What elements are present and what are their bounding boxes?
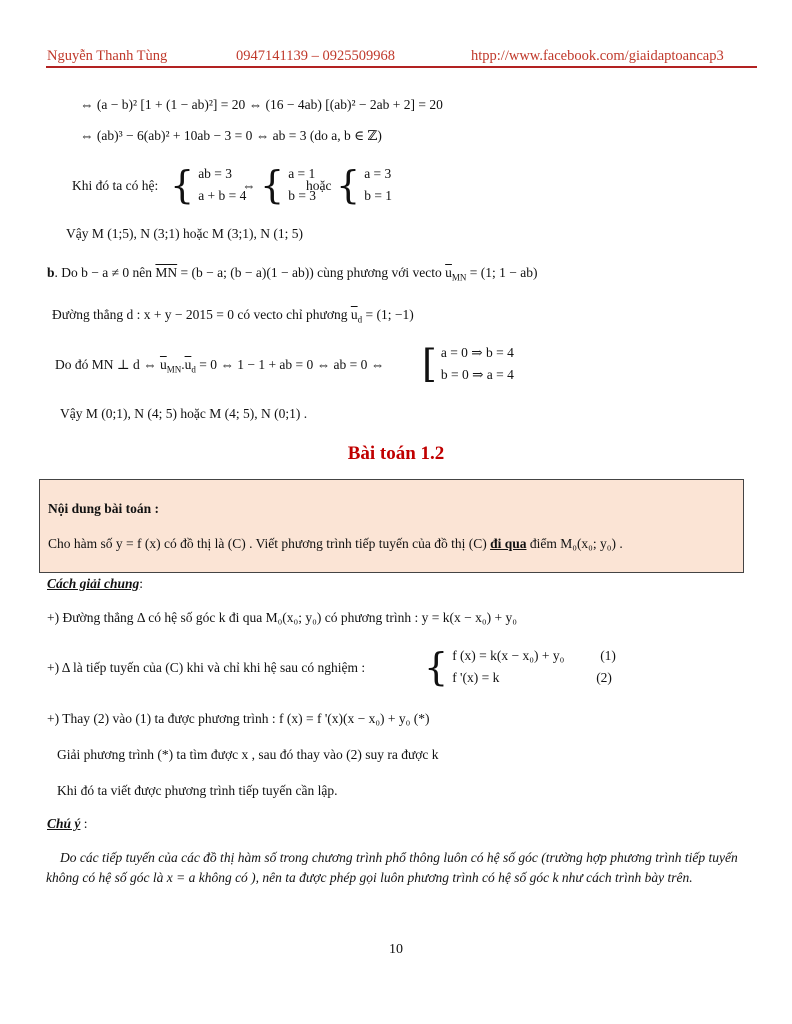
vector-mn: $\overline{MN}$ bbox=[155, 265, 178, 280]
tangent-system-row-2: f '(x) = k (2) bbox=[452, 667, 622, 689]
khi-do-label: Khi đó ta có hệ: bbox=[72, 178, 159, 193]
equation-line-1: ⇔ (a − b)² [1 + (1 − ab)²] = 20 ⇔ (16 − 4ab) [(ab)² − 2ab + 2] = 20 bbox=[80, 97, 443, 112]
note-heading-line bbox=[47, 815, 88, 833]
system-1-row-2: a + b = 4 bbox=[198, 188, 247, 203]
note-heading: Chú ý bbox=[47, 816, 81, 831]
system-3-row-2: b = 1 bbox=[364, 188, 393, 203]
tangent-system bbox=[424, 645, 622, 689]
conclusion-a: Vậy M (1;5), N (3;1) hoặc M (3;1), N (1; 5) bbox=[66, 226, 303, 241]
equiv-sign: ⇔ bbox=[242, 178, 256, 193]
problem-title: Bài toán 1.2 bbox=[347, 443, 445, 464]
di-qua-emphasis: đi qua bbox=[490, 536, 527, 551]
part-b-text-2: = (b − a; (b − a)(1 − ab)) cùng phương với vecto bbox=[177, 265, 446, 280]
solution-step-5: Khi đó ta viết được phương trình tiếp tuyến cần lập. bbox=[57, 783, 338, 798]
perp-text-1: Do đó MN ⊥ d ⇔ bbox=[55, 357, 160, 372]
vector-umn: $\overline{u}$ bbox=[159, 357, 167, 372]
problem-box-text bbox=[48, 536, 623, 552]
header-author: Nguyễn Thanh Tùng bbox=[47, 48, 168, 64]
solution-step-1: +) Đường thẳng Δ có hệ số góc k đi qua M₀(x₀; y₀) có phương trình : y = k(x − x₀) + y₀ bbox=[47, 610, 517, 625]
part-b-line bbox=[47, 264, 538, 282]
solution-step-3: +) Thay (2) vào (1) ta được phương trình : f (x) = f '(x)(x − x₀) + y₀ (*) bbox=[47, 711, 430, 726]
system-3-row-1: a = 3 bbox=[364, 166, 392, 181]
equation-number-2: (2) bbox=[596, 670, 612, 685]
vector-ud-2-subscript: d bbox=[191, 364, 196, 375]
note-heading-colon: : bbox=[80, 816, 88, 831]
header-url[interactable]: htpp://www.facebook.com/giaidaptoancap3 bbox=[471, 48, 724, 64]
vector-ud-subscript: d bbox=[357, 314, 363, 325]
line-d-text-2: = (1; −1) bbox=[362, 307, 414, 322]
hoac-label: hoặc bbox=[306, 178, 332, 193]
brace-icon: { bbox=[260, 163, 285, 207]
case-bracket bbox=[422, 342, 514, 386]
perpendicular-line bbox=[55, 356, 384, 374]
equation-number-1: (1) bbox=[600, 648, 616, 663]
solution-heading: Cách giải chung bbox=[47, 576, 140, 591]
system-3 bbox=[336, 163, 392, 207]
header-phone: 0947141139 – 0925509968 bbox=[236, 48, 395, 64]
vector-u: $\overline{u}$ bbox=[445, 265, 452, 280]
dot-product: . bbox=[181, 357, 185, 372]
vector-ud: $\overline{u}$ bbox=[350, 307, 358, 322]
line-d-text-1: Đường thẳng d : x + y − 2015 = 0 có vecto chỉ phương bbox=[52, 307, 351, 322]
solution-heading-colon: : bbox=[139, 576, 144, 591]
system-1-row-1: ab = 3 bbox=[198, 166, 233, 181]
header-divider bbox=[46, 66, 757, 68]
brace-icon: { bbox=[424, 645, 449, 689]
solution-step-4: Giải phương trình (*) ta tìm được x , sau đó thay vào (2) suy ra được k bbox=[57, 747, 439, 762]
line-d bbox=[52, 306, 414, 324]
part-b-text-3: = (1; 1 − ab) bbox=[466, 265, 538, 280]
note-paragraph: Do các tiếp tuyến của các đồ thị hàm số trong chương trình phổ thông luôn có hệ số góc (trường hợp phương trình tiếp tuyến không có hệ số góc là x = a không có ), nên ta được phép gọi luôn phương trình có hệ số góc k như cách trình bày trên. bbox=[46, 850, 738, 885]
vector-u-subscript: MN bbox=[451, 272, 467, 283]
equation-line-2: ⇔ (ab)³ − 6(ab)² + 10ab − 3 = 0 ⇔ ab = 3 (do a, b ∈ ℤ) bbox=[80, 128, 382, 143]
page-number: 10 bbox=[389, 942, 403, 957]
problem-text-2: điểm M₀(x₀; y₀) . bbox=[526, 536, 623, 551]
perp-text-2: = 0 ⇔ 1 − 1 + ab = 0 ⇔ ab = 0 ⇔ bbox=[195, 357, 385, 372]
conclusion-b: Vậy M (0;1), N (4; 5) hoặc M (4; 5), N (0;1) . bbox=[60, 406, 308, 421]
solution-step-2: +) Δ là tiếp tuyến của (C) khi và chỉ khi hệ sau có nghiệm : bbox=[47, 660, 366, 675]
vector-ud-2: $\overline{u}$ bbox=[184, 357, 192, 372]
system-1 bbox=[170, 163, 246, 207]
case-row-1: a = 0 ⇒ b = 4 bbox=[440, 345, 514, 360]
vector-umn-subscript: MN bbox=[166, 364, 182, 375]
system-2-row-2: b = 3 bbox=[288, 188, 317, 203]
brace-icon: { bbox=[336, 163, 361, 207]
tangent-system-row-1: f (x) = k(x − x₀) + y₀ (1) bbox=[452, 645, 622, 667]
part-b-label: b bbox=[47, 265, 55, 280]
bracket-icon: [ bbox=[422, 342, 437, 386]
case-row-2: b = 0 ⇒ a = 4 bbox=[440, 367, 514, 382]
brace-icon: { bbox=[170, 163, 195, 207]
system-2-row-1: a = 1 bbox=[288, 166, 316, 181]
problem-box bbox=[39, 479, 744, 573]
part-b-text-1: . Do b − a ≠ 0 nên bbox=[54, 265, 156, 280]
problem-box-title: Nội dung bài toán : bbox=[48, 501, 160, 516]
solution-heading-line bbox=[47, 575, 143, 593]
problem-text-1: Cho hàm số y = f (x) có đồ thị là (C) . Viết phương trình tiếp tuyến của đồ thị (C) bbox=[48, 536, 491, 551]
